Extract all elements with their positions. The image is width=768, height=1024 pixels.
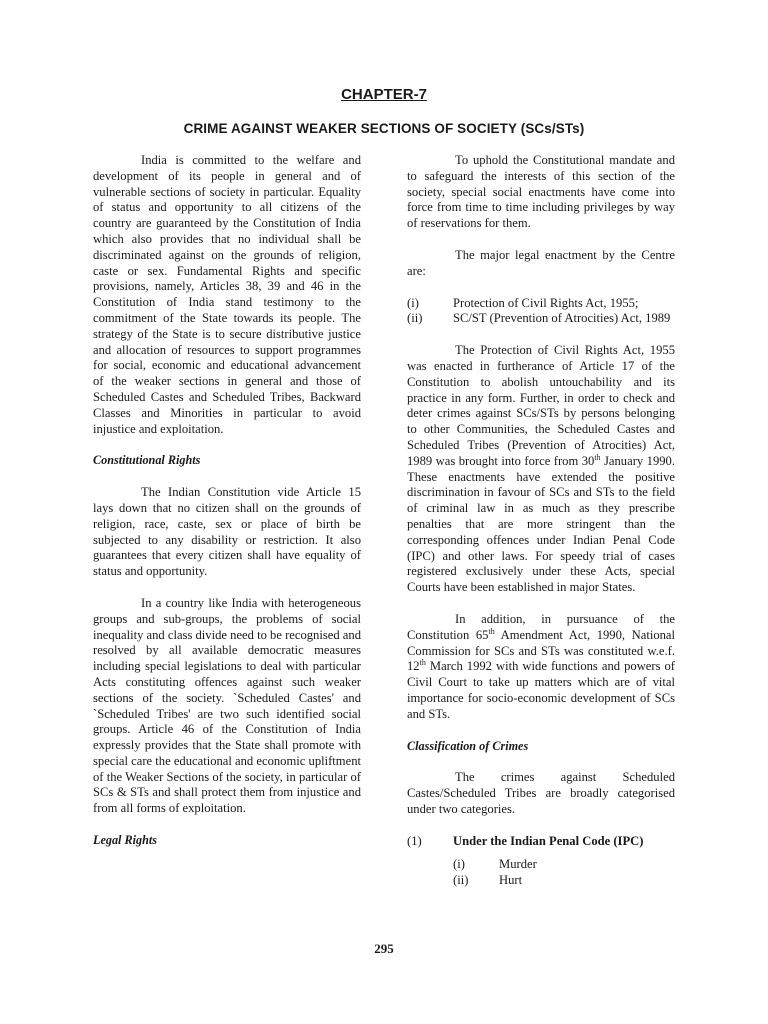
- superscript: th: [419, 658, 426, 668]
- pcr-act-paragraph: [407, 343, 675, 596]
- list-item-text: Protection of Civil Rights Act, 1955;: [453, 295, 639, 310]
- left-column: [93, 153, 361, 865]
- list-item-number: (ii): [453, 873, 469, 888]
- list-item-text: Hurt: [499, 873, 523, 888]
- article-15-paragraph: The Indian Constitution vide Article 15 lays down that no citizen shall on the grounds of religion, race, caste, sex or place of birth be subjected to any disability or restriction. It also guarantees that every citizen shall have equality of status and opportunity.: [93, 485, 361, 579]
- list-item-text: Murder: [499, 857, 537, 872]
- list-item-number: (i): [453, 857, 465, 872]
- ipc-heading: [407, 834, 675, 850]
- text-run: In addition, in pursuance of the Constitution 65: [407, 611, 675, 642]
- ipc-crimes-list: [453, 857, 675, 889]
- list-item: [453, 857, 675, 873]
- list-item: [407, 296, 675, 312]
- superscript: th: [488, 626, 495, 636]
- text-run: March 1992 with wide functions and powers of Civil Court to take up matters which are of vital importance for socio-economic development of SCs and STs.: [407, 659, 675, 721]
- intro-paragraph: India is committed to the welfare and development of its people in general and of vulnerable sections of society in particular. Equality of status and opportunity to all citizens of the country are guaranteed by the Constitution of India which also provides that no individual shall be discriminated against on the grounds of religion, caste or sex. Fundamental Rights and specific provisions, namely, Articles 38, 39 and 46 in the Constitution of India stand testimony to the commitment of the State towards its people. The strategy of the State is to secure distributive justice and allocation of resources to support programmes for social, economic and educational advancement of the weaker sections in general and those of Scheduled Castes and Scheduled Tribes, Backward Classes and Minorities in particular to avoid injustice and exploitation.: [93, 153, 361, 436]
- list-item: [453, 873, 675, 889]
- list-item-number: (ii): [407, 311, 423, 326]
- section-heading-constitutional-rights: Constitutional Rights: [93, 453, 201, 468]
- right-column: [407, 153, 675, 889]
- enactments-intro-paragraph: The major legal enactment by the Centre are:: [407, 247, 675, 278]
- chapter-title: CRIME AGAINST WEAKER SECTIONS OF SOCIETY (SCs/STs): [183, 121, 585, 136]
- page-number: 295: [374, 941, 394, 956]
- ipc-number: (1): [407, 833, 422, 848]
- categories-paragraph: The crimes against Scheduled Castes/Scheduled Tribes are broadly categorised under two categories.: [407, 770, 675, 816]
- commission-paragraph: [407, 612, 675, 723]
- text-run: The Protection of Civil Rights Act, 1955 was enacted in furtherance of Article 17 of the Constitution to abolish untouchability and its practice in any form. Further, in order to check and deter crimes against SCs/STs by persons belonging to other Communities, the Scheduled Castes and Scheduled Tribes (Prevention of Atrocities) Act, 1989 was brought into force from 30: [407, 343, 675, 468]
- section-heading-legal-rights: Legal Rights: [93, 833, 157, 848]
- text-run: Amendment Act, 1990, National Commission for SCs and STs was constituted w.e.f. 12: [407, 627, 675, 674]
- list-item: [407, 311, 675, 327]
- social-groups-paragraph: In a country like India with heterogeneous groups and sub-groups, the problems of social inequality and class divide need to be recognised and resolved by all available democratic measures including special legislations to deal with particular Acts constituting offences against such weaker sections of the society. `Scheduled Castes' and `Scheduled Tribes' are two such identified social groups. Article 46 of the Constitution of India expressly provides that the State shall promote with special care the educational and economic upliftment of the Weaker Sections of the society, in particular of SCs & STs and shall protect them from injustice and from all forms of exploitation.: [93, 595, 361, 816]
- list-item-number: (i): [407, 295, 419, 310]
- text-run: January 1990. These enactments have extended the positive discrimination in favour of SCs and STs to the field of criminal law in as much as they prescribe penalties that are more stringent than the corresponding offences under Indian Penal Code (IPC) and other laws. For speedy trial of cases registered exclusively under these Acts, special Courts have been established in major States.: [407, 453, 675, 595]
- ipc-text: Under the Indian Penal Code (IPC): [453, 833, 644, 848]
- list-item-text: SC/ST (Prevention of Atrocities) Act, 1989: [453, 311, 671, 326]
- section-heading-classification: Classification of Crimes: [407, 738, 529, 753]
- chapter-heading: CHAPTER-7: [341, 86, 427, 103]
- mandate-paragraph: To uphold the Constitutional mandate and to safeguard the interests of this section of the society, special social enactments have come into force from time to time including privileges by way of reservations for them.: [407, 153, 675, 231]
- superscript: th: [594, 452, 601, 462]
- acts-list: [407, 296, 675, 328]
